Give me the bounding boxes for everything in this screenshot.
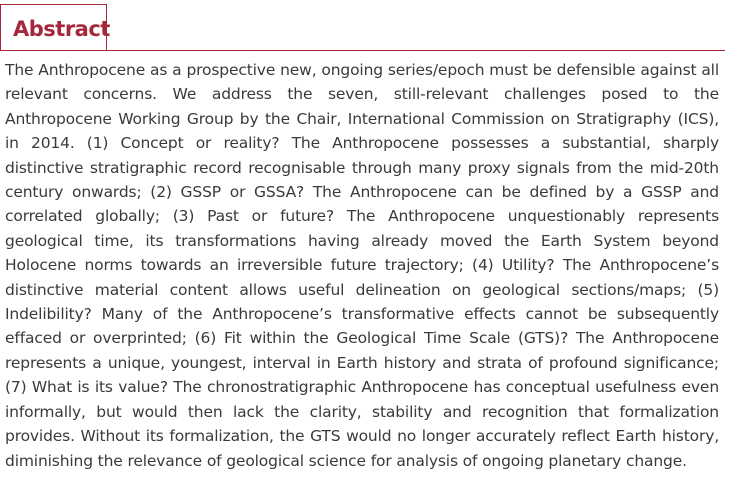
abstract-body-text: The Anthropocene as a prospective new, ongoing series/epoch must be defensible against all relevant concerns. We address the seven, still-relevant challenges posed to the Anthropocene Working Group by the Chair, International Commission on Stratigraphy (ICS), in 2014. (1) Concept or reality? The Anthropocene possesses a substantial, sharply distinctive stratigraphic record recognisable through many proxy signals from the mid-20th century onwards; (2) GSSP or GSSA? The Anthropocene can be defined by a GSSP and correlated globally; (3) Past or future? The Anthropocene unquestionably represents geological time, its transformations having already moved the Earth System beyond Holocene norms towards an irreversible future trajectory; (4) Utility? The Anthropocene’s distinctive material content allows useful delineation on geological sections/maps; (5) Indelibility? Many of the Anthropocene’s transformative effects cannot be subsequently effaced or overprinted; (6) Fit within the Geological Time Scale (GTS)? The Anthropocene represents a unique, youngest, interval in Earth history and strata of profound significance; (7) What is its value? The chronostratigraphic Anthropocene has conceptual usefulness even informally, but would then lack the clarity, stability and recognition that formalization provides. Without its formalization, the GTS would no longer accurately reflect Earth history, diminishing the relevance of geological science for analysis of ongoing planetary change.	[5, 61, 719, 470]
abstract-header	[0, 4, 725, 52]
abstract-heading-tab	[0, 4, 110, 50]
header-divider	[0, 50, 725, 51]
abstract-heading: Abstract	[13, 17, 110, 41]
